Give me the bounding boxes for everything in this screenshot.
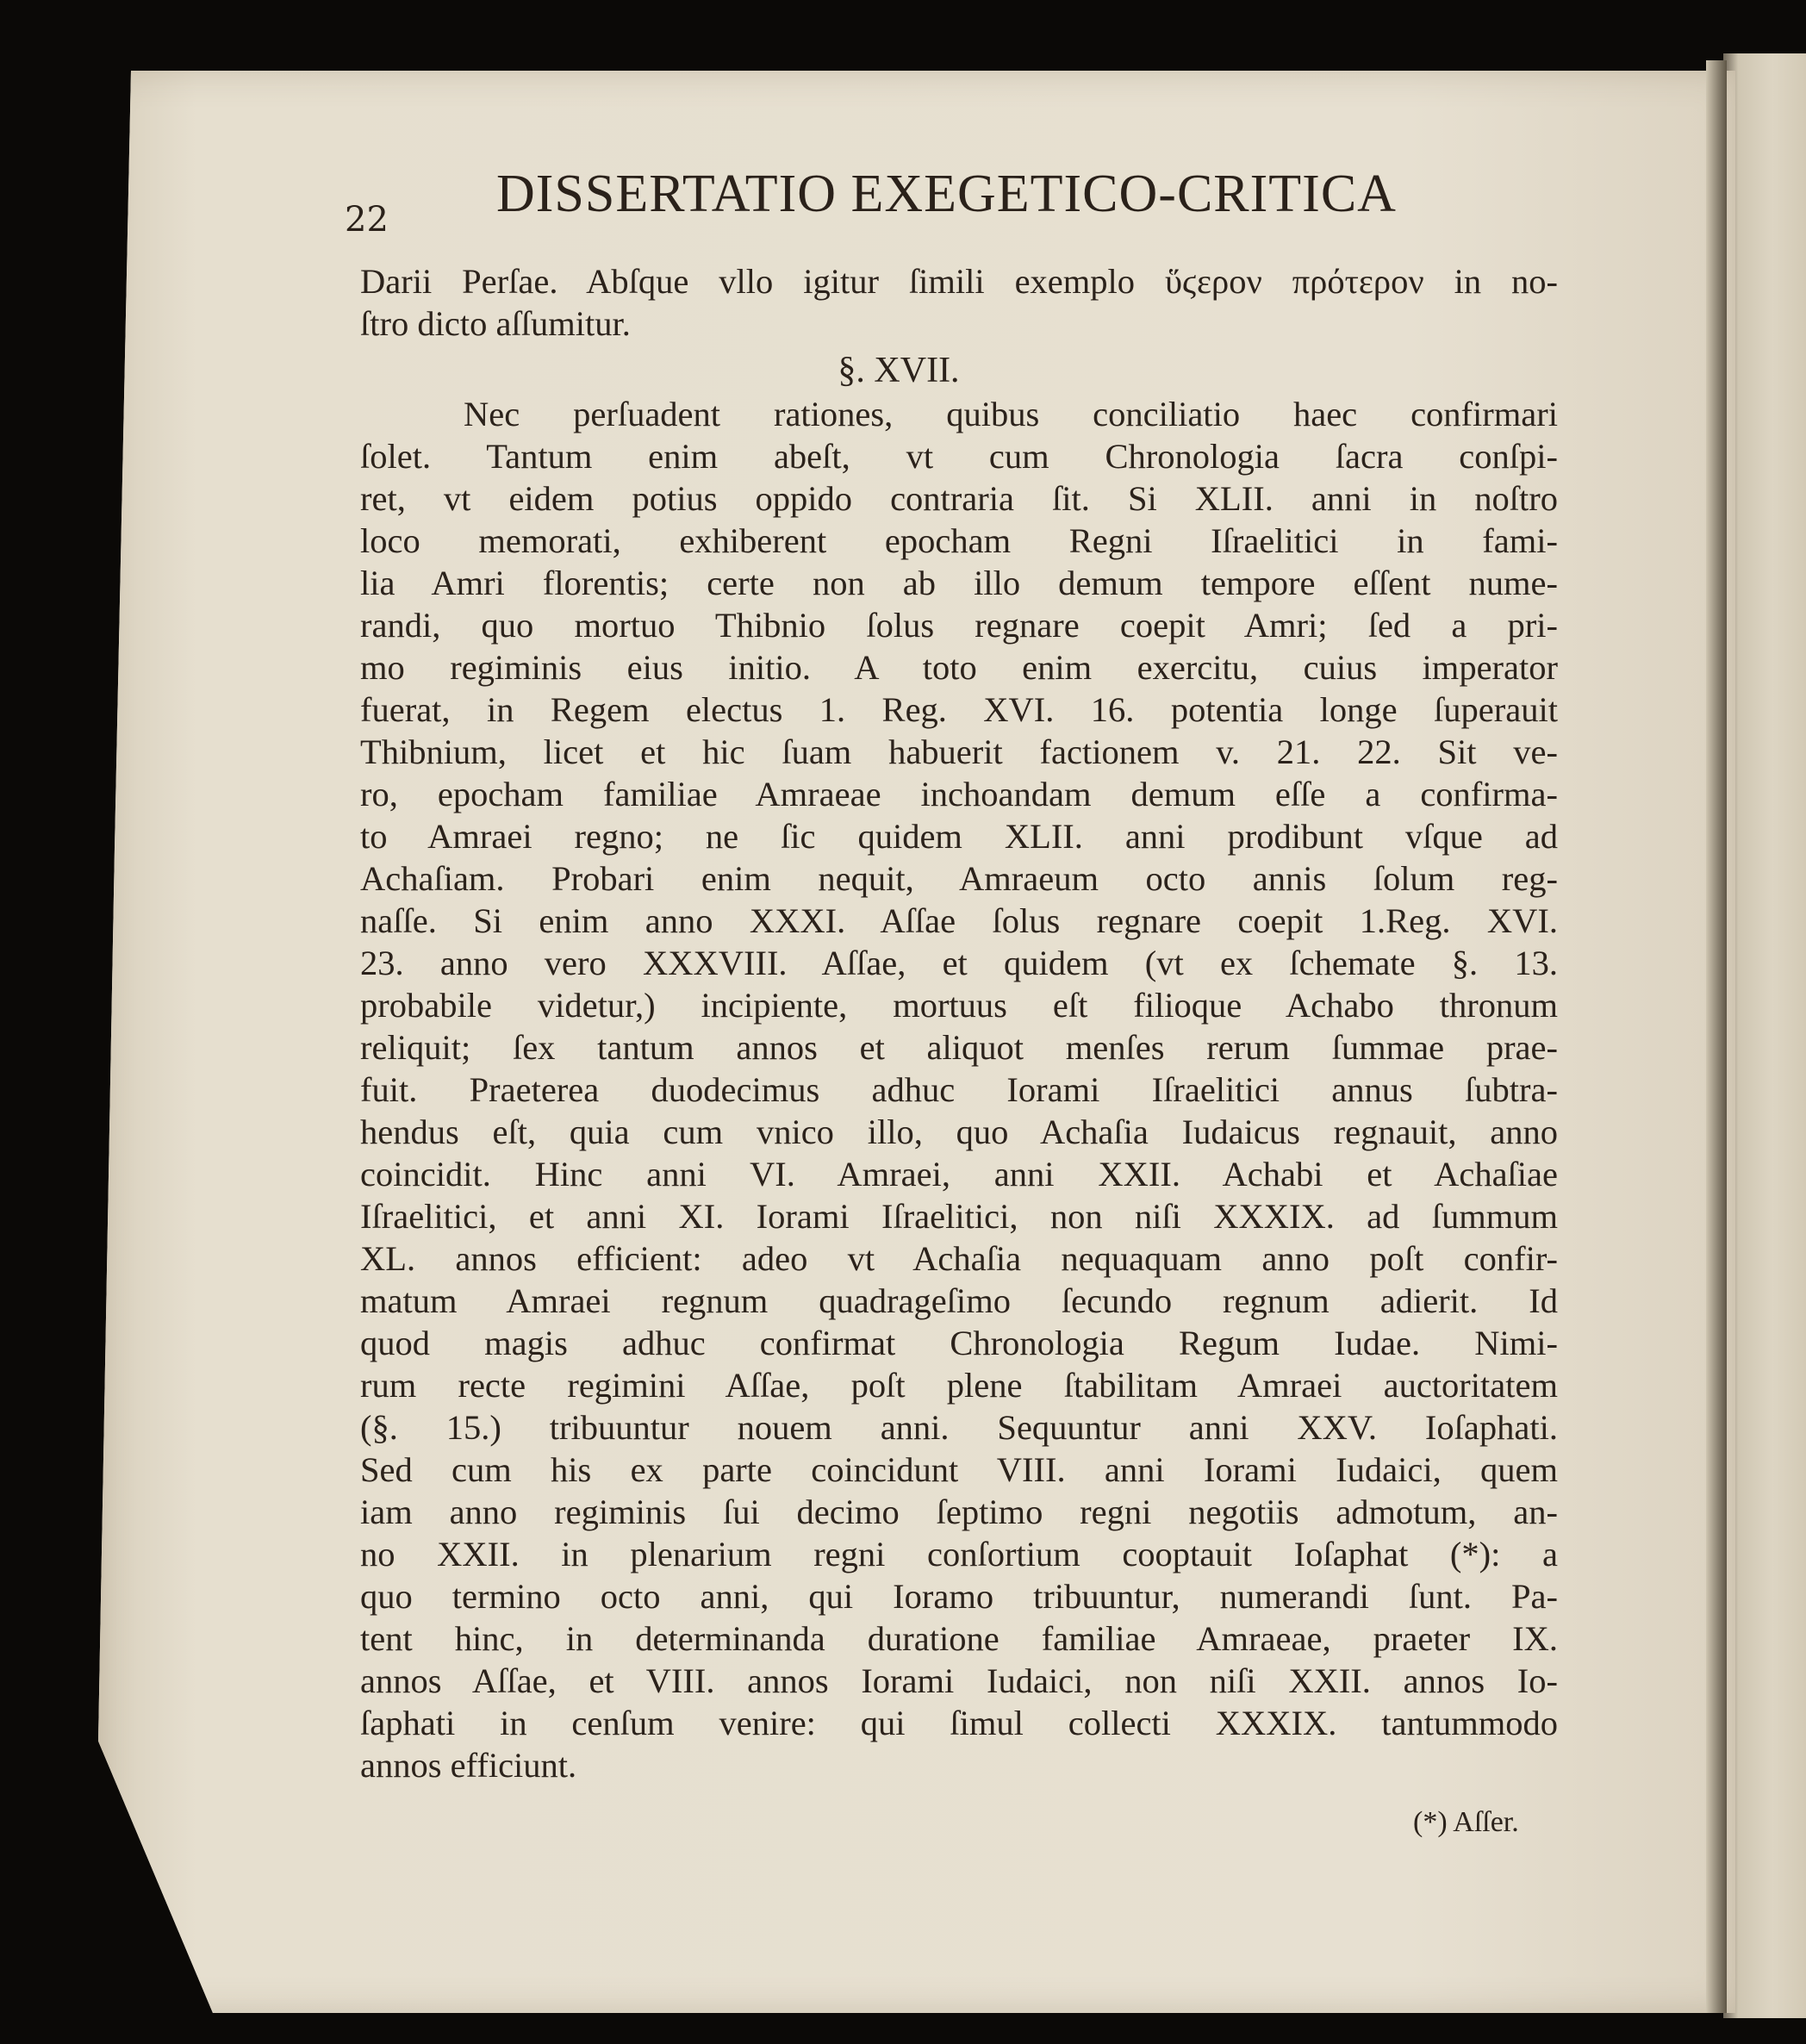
text-line: Achaſiam. Probari enim nequit, Amraeum octo annis ſolum reg- <box>360 859 1558 898</box>
text-line: quod magis adhuc confirmat Chronologia Regum Iudae. Nimi- <box>360 1324 1558 1362</box>
text-line: coincidit. Hinc anni VI. Amraei, anni XXII. Achabi et Achaſiae <box>360 1155 1558 1193</box>
text-line: loco memorati, exhiberent epocham Regni Iſraelitici in fami- <box>360 521 1558 560</box>
page-gutter <box>1706 60 1727 2013</box>
text-line: iam anno regiminis ſui decimo ſeptimo regni negotiis admotum, an- <box>360 1492 1558 1531</box>
text-line: (§. 15.) tribuuntur nouem anni. Sequuntur anni XXV. Ioſaphati. <box>360 1408 1558 1447</box>
text-line: annos efficiunt. <box>360 1746 577 1785</box>
text-line: XL. annos efficient: adeo vt Achaſia nequaquam anno poſt confir- <box>360 1239 1558 1278</box>
text-line: quo termino octo anni, qui Ioramo tribuuntur, numerandi ſunt. Pa- <box>360 1577 1558 1616</box>
text-line: 23. anno vero XXXVIII. Aſſae, et quidem (vt ex ſchemate §. 13. <box>360 944 1558 982</box>
running-title: DISSERTATIO EXEGETICO-CRITICA <box>496 165 1397 223</box>
text-line: Sed cum his ex parte coincidunt VIII. anni Iorami Iudaici, quem <box>360 1450 1558 1489</box>
text-line: probabile videtur,) incipiente, mortuus eſt filioque Achabo thronum <box>360 986 1558 1025</box>
text-line: ſolet. Tantum enim abeſt, vt cum Chronologia ſacra conſpi- <box>360 437 1558 476</box>
text-line: tent hinc, in determinanda duratione familiae Amraeae, praeter IX. <box>360 1619 1558 1658</box>
text-line: annos Aſſae, et VIII. annos Iorami Iudaici, non niſi XXII. annos Io- <box>360 1661 1558 1700</box>
text-line: matum Amraei regnum quadrageſimo ſecundo regnum adierit. Id <box>360 1281 1558 1320</box>
text-line: ro, epocham familiae Amraeae inchoandam demum eſſe a confirma- <box>360 775 1558 813</box>
text-line: naſſe. Si enim anno XXXI. Aſſae ſolus regnare coepit 1.Reg. XVI. <box>360 901 1558 940</box>
text-line: reliquit; ſex tantum annos et aliquot menſes rerum ſummae prae- <box>360 1028 1558 1067</box>
text-line: lia Amri florentis; certe non ab illo demum tempore eſſent nume- <box>360 564 1558 602</box>
text-line: Thibnium, licet et hic ſuam habuerit factionem v. 21. 22. Sit ve- <box>360 732 1558 771</box>
text-line: Nec perſuadent rationes, quibus conciliatio haec confirmari <box>464 395 1558 433</box>
text-line: ſaphati in cenſum venire: qui ſimul collecti XXXIX. tantummodo <box>360 1704 1558 1742</box>
text-line: hendus eſt, quia cum vnico illo, quo Achaſia Iudaicus regnauit, anno <box>360 1112 1558 1151</box>
text-line: to Amraei regno; ne ſic quidem XLII. anni prodibunt vſque ad <box>360 817 1558 856</box>
text-line: fuerat, in Regem electus 1. Reg. XVI. 16. potentia longe ſuperauit <box>360 690 1558 729</box>
text-line: rum recte regimini Aſſae, poſt plene ſtabilitam Amraei auctoritatem <box>360 1366 1558 1405</box>
text-line: Iſraelitici, et anni XI. Iorami Iſraelitici, non niſi XXXIX. ad ſummum <box>360 1197 1558 1236</box>
main-text <box>360 260 1558 1786</box>
text-line: Darii Perſae. Abſque vllo igitur ſimili exemplo ὕϛερον πρότερον in no- <box>360 262 1558 301</box>
text-line: ret, vt eidem potius oppido contraria ſit. Si XLII. anni in noſtro <box>360 479 1558 518</box>
adjacent-page-edge <box>1723 53 1806 2018</box>
text-line: mo regiminis eius initio. A toto enim exercitu, cuius imperator <box>360 648 1558 687</box>
text-line: no XXII. in plenarium regni conſortium cooptauit Ioſaphat (*): a <box>360 1535 1558 1574</box>
section-heading: §. XVII. <box>838 351 960 390</box>
text-line: randi, quo mortuo Thibnio ſolus regnare coepit Amri; ſed a pri- <box>360 606 1558 645</box>
text-line: fuit. Praeterea duodecimus adhuc Iorami Iſraelitici annus ſubtra- <box>360 1070 1558 1109</box>
text-line: ſtro dicto aſſumitur. <box>360 304 631 343</box>
footnote-catchword: (*) Aſſer. <box>1413 1806 1519 1838</box>
page-header <box>345 164 1551 259</box>
page-number: 22 <box>345 200 389 240</box>
